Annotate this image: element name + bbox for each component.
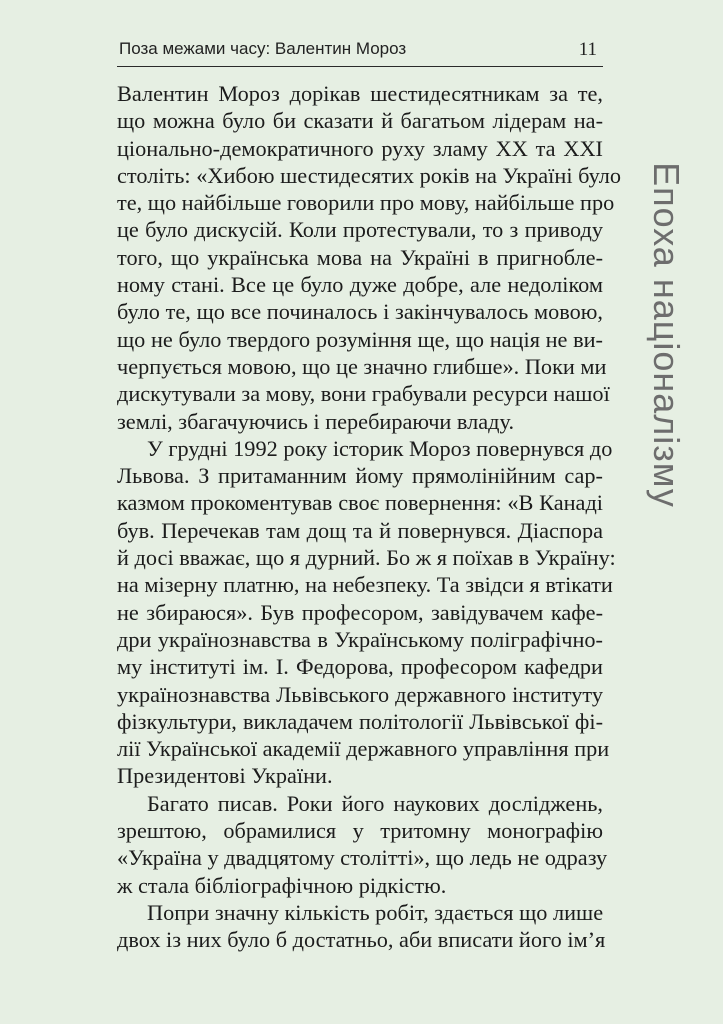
text-line: двох із них було б достатньо, аби вписати його ім’я [117,927,606,953]
text-line: казмом прокоментував своє повернення: «В Канаді [117,490,603,516]
text-line: фізкультури, викладачем політології Львівської фі- [117,708,603,734]
text-line: не збираюся». Був професором, завідувачем кафе- [117,599,603,625]
text-line: землі, збагачуючись і перебираючи владу. [117,408,515,434]
text-line: Валентин Мороз дорікав шестидесятникам за те, [117,81,603,106]
text-line: Попри значну кількість робіт, здається що лише [147,899,604,925]
paragraph-1 [117,80,622,435]
text-line: ному стані. Все це було дуже добре, але недоліком [117,272,603,298]
text-line: Багато писав. Роки його наукових досліджень, [147,790,603,816]
page-number: 11 [578,39,597,60]
text-line: те, що найбільше говорили про мову, найбільше про [117,190,615,216]
text-line: черпується мовою, що це значно глибше». Поки ми [117,353,607,379]
text-line: було те, що все починалось і закінчувалось мовою, [117,299,603,325]
text-line: що не було твердого розуміння ще, що нація не ви- [117,326,603,352]
text-line: дискутували за мову, вони грабували ресурси нашої [117,381,610,407]
side-title-text: Епоха націоналізму [646,162,688,508]
paragraph-4 [117,899,606,954]
text-line: був. Перечекав там дощ та й повернувся. Діаспора [117,517,603,543]
side-title [640,100,692,570]
text-line: лії Української академії державного управління при [117,736,610,762]
text-line: зрештою, обрамилися у тритомну монографію [117,818,603,844]
text-line: «Україна у двадцятому столітті», що ледь не одразу [117,845,608,871]
paragraph-3 [117,790,608,899]
text-line: й досі вважає, що я дурний. Бо ж я поїхав в Україну: [117,545,616,571]
text-line: на мізерну платню, на небезпеку. Та звідси я втікати [117,572,613,598]
text-line: ціонально-демократичного руху зламу XX та XXI [117,135,603,161]
text-line: му інституті ім. І. Федорова, професором кафедри [117,654,603,680]
running-header [117,38,603,67]
text-line: У грудні 1992 року історик Мороз повернувся до [147,435,613,461]
text-line: століть: «Хибою шестидесятих років на Україні було [117,162,622,188]
body-text [117,80,622,954]
running-title: Поза межами часу: Валентин Мороз [119,39,407,58]
text-line: це було дискусій. Коли протестували, то з приводу [117,217,603,243]
text-line: Президентові України. [117,763,333,789]
text-line: дри українознавства в Українському поліграфічно- [117,626,603,652]
text-line: того, що українська мова на Україні в пригнобле- [117,244,603,270]
paragraph-2 [117,435,616,790]
text-line: що можна було би сказати й багатьом лідерам на- [117,108,603,134]
text-line: українознавства Львівського державного інституту [117,681,603,707]
text-line: ж стала бібліографічною рідкістю. [117,872,447,898]
text-line: Львова. З притаманним йому прямолінійним сар- [117,463,603,489]
